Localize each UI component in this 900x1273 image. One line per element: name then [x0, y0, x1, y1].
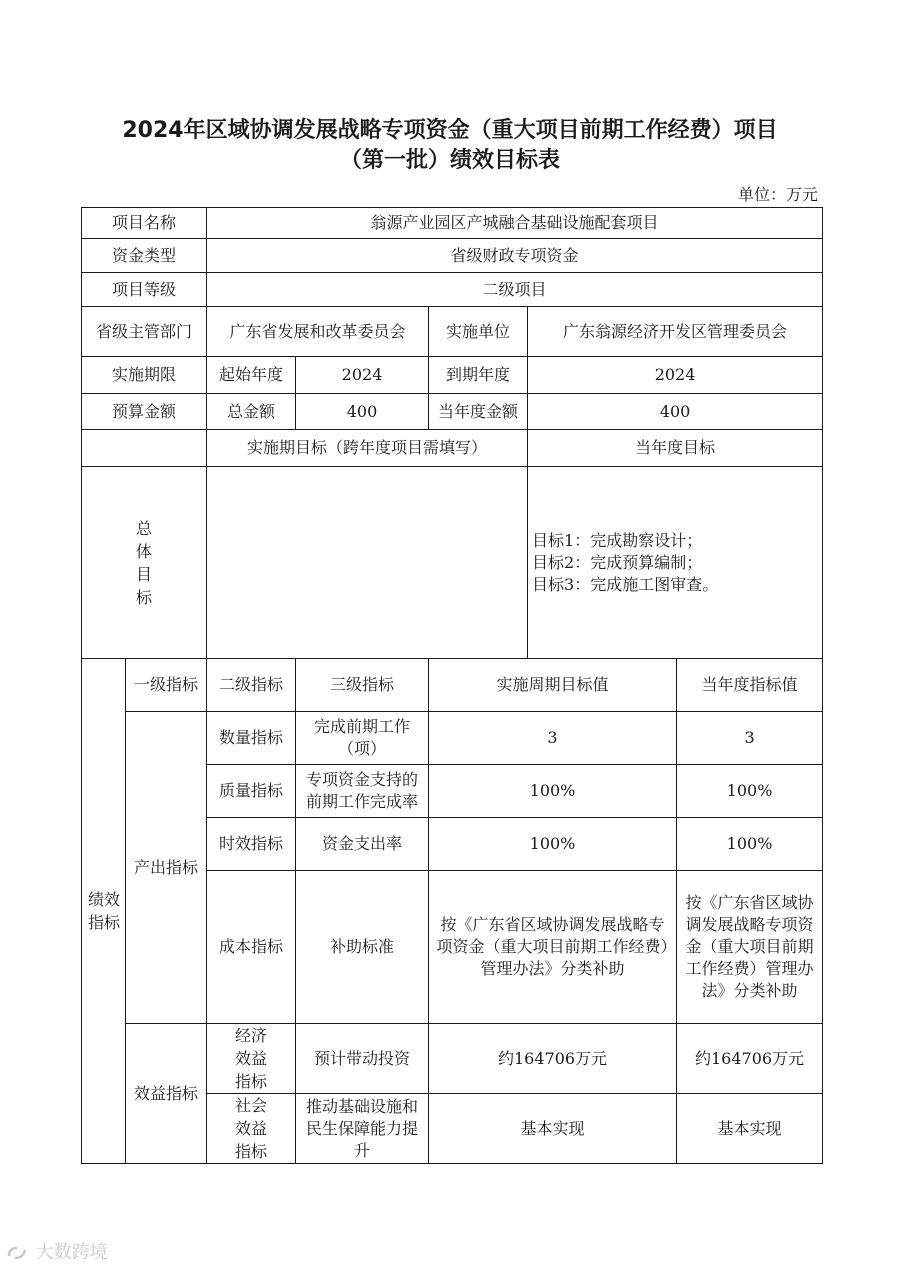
row-overall-goal [82, 467, 823, 659]
table-row [82, 712, 823, 765]
document-title [0, 116, 900, 176]
level2-cell: 社会效益指标 [207, 1094, 296, 1164]
level3-cell: 完成前期工作（项） [296, 712, 429, 765]
period-value-cell: 按《广东省区域协调发展战略专项资金（重大项目前期工作经费）管理办法》分类补助 [429, 871, 677, 1024]
overall-goal-label: 总体目标 [82, 467, 207, 659]
level2-cell: 质量指标 [207, 765, 296, 818]
header-year-value: 当年度指标值 [677, 659, 823, 712]
impl-unit-label: 实施单位 [429, 307, 528, 357]
project-name-label: 项目名称 [82, 208, 207, 239]
level3-cell: 推动基础设施和民生保障能力提升 [296, 1094, 429, 1164]
title-line-1: 2024年区域协调发展战略专项资金（重大项目前期工作经费）项目 [122, 118, 778, 143]
level3-cell: 补助标准 [296, 871, 429, 1024]
header-level1: 一级指标 [126, 659, 207, 712]
level2-cell: 数量指标 [207, 712, 296, 765]
period-label: 实施期限 [82, 357, 207, 394]
level3-cell: 资金支出率 [296, 818, 429, 871]
watermark-text: 大数跨境 [35, 1242, 108, 1263]
period-value-cell: 100% [429, 818, 677, 871]
budget-label: 预算金额 [82, 394, 207, 430]
level2-cell: 成本指标 [207, 871, 296, 1024]
impl-period-goal-text [207, 467, 528, 659]
row-period [82, 357, 823, 394]
end-year-label: 到期年度 [429, 357, 528, 394]
header-level2: 二级指标 [207, 659, 296, 712]
impl-period-goal-header: 实施期目标（跨年度项目需填写） [207, 430, 528, 467]
row-budget [82, 394, 823, 430]
year-value-cell: 基本实现 [677, 1094, 823, 1164]
performance-target-table [81, 207, 823, 1164]
level2-cell: 时效指标 [207, 818, 296, 871]
watermark-logo-icon [6, 1244, 30, 1262]
output-indicator-label: 产出指标 [126, 712, 207, 1024]
total-amount-value: 400 [296, 394, 429, 430]
year-value-cell: 按《广东省区域协调发展战略专项资金（重大项目前期工作经费）管理办法》分类补助 [677, 871, 823, 1024]
year-value-cell: 100% [677, 818, 823, 871]
row-department [82, 307, 823, 357]
row-project-name [82, 208, 823, 239]
goal-item-2: 目标2：完成预算编制； [532, 552, 703, 572]
period-value-cell: 基本实现 [429, 1094, 677, 1164]
row-indicator-headers [82, 659, 823, 712]
header-level3: 三级指标 [296, 659, 429, 712]
row-project-level [82, 273, 823, 307]
current-year-goal-header: 当年度目标 [528, 430, 823, 467]
project-name-value: 翁源产业园区产城融合基础设施配套项目 [207, 208, 823, 239]
benefit-indicator-label: 效益指标 [126, 1024, 207, 1164]
level-label: 项目等级 [82, 273, 207, 307]
row-fund-type [82, 239, 823, 273]
start-year-value: 2024 [296, 357, 429, 394]
level3-cell: 预计带动投资 [296, 1024, 429, 1094]
current-amount-value: 400 [528, 394, 823, 430]
fund-type-label: 资金类型 [82, 239, 207, 273]
level-value: 二级项目 [207, 273, 823, 307]
end-year-value: 2024 [528, 357, 823, 394]
table-row [82, 1024, 823, 1094]
goal-item-3: 目标3：完成施工图审查。 [532, 574, 719, 594]
unit-label: 单位：万元 [737, 185, 818, 204]
period-value-cell: 100% [429, 765, 677, 818]
level2-cell: 经济效益指标 [207, 1024, 296, 1094]
current-year-goal-text [528, 467, 823, 659]
year-value-cell: 100% [677, 765, 823, 818]
header-period-value: 实施周期目标值 [429, 659, 677, 712]
total-amount-label: 总金额 [207, 394, 296, 430]
period-value-cell: 3 [429, 712, 677, 765]
perf-indicator-label: 绩效指标 [82, 659, 126, 1164]
dept-label: 省级主管部门 [82, 307, 207, 357]
year-value-cell: 3 [677, 712, 823, 765]
level3-cell: 专项资金支持的前期工作完成率 [296, 765, 429, 818]
current-amount-label: 当年度金额 [429, 394, 528, 430]
title-line-2: （第一批）绩效目标表 [339, 148, 560, 173]
goal-item-1: 目标1：完成勘察设计； [532, 530, 703, 550]
start-year-label: 起始年度 [207, 357, 296, 394]
year-value-cell: 约164706万元 [677, 1024, 823, 1094]
period-value-cell: 约164706万元 [429, 1024, 677, 1094]
watermark [6, 1238, 108, 1264]
dept-value: 广东省发展和改革委员会 [207, 307, 429, 357]
impl-unit-value: 广东翁源经济开发区管理委员会 [528, 307, 823, 357]
goal-header-blank [82, 430, 207, 467]
fund-type-value: 省级财政专项资金 [207, 239, 823, 273]
row-goal-headers [82, 430, 823, 467]
